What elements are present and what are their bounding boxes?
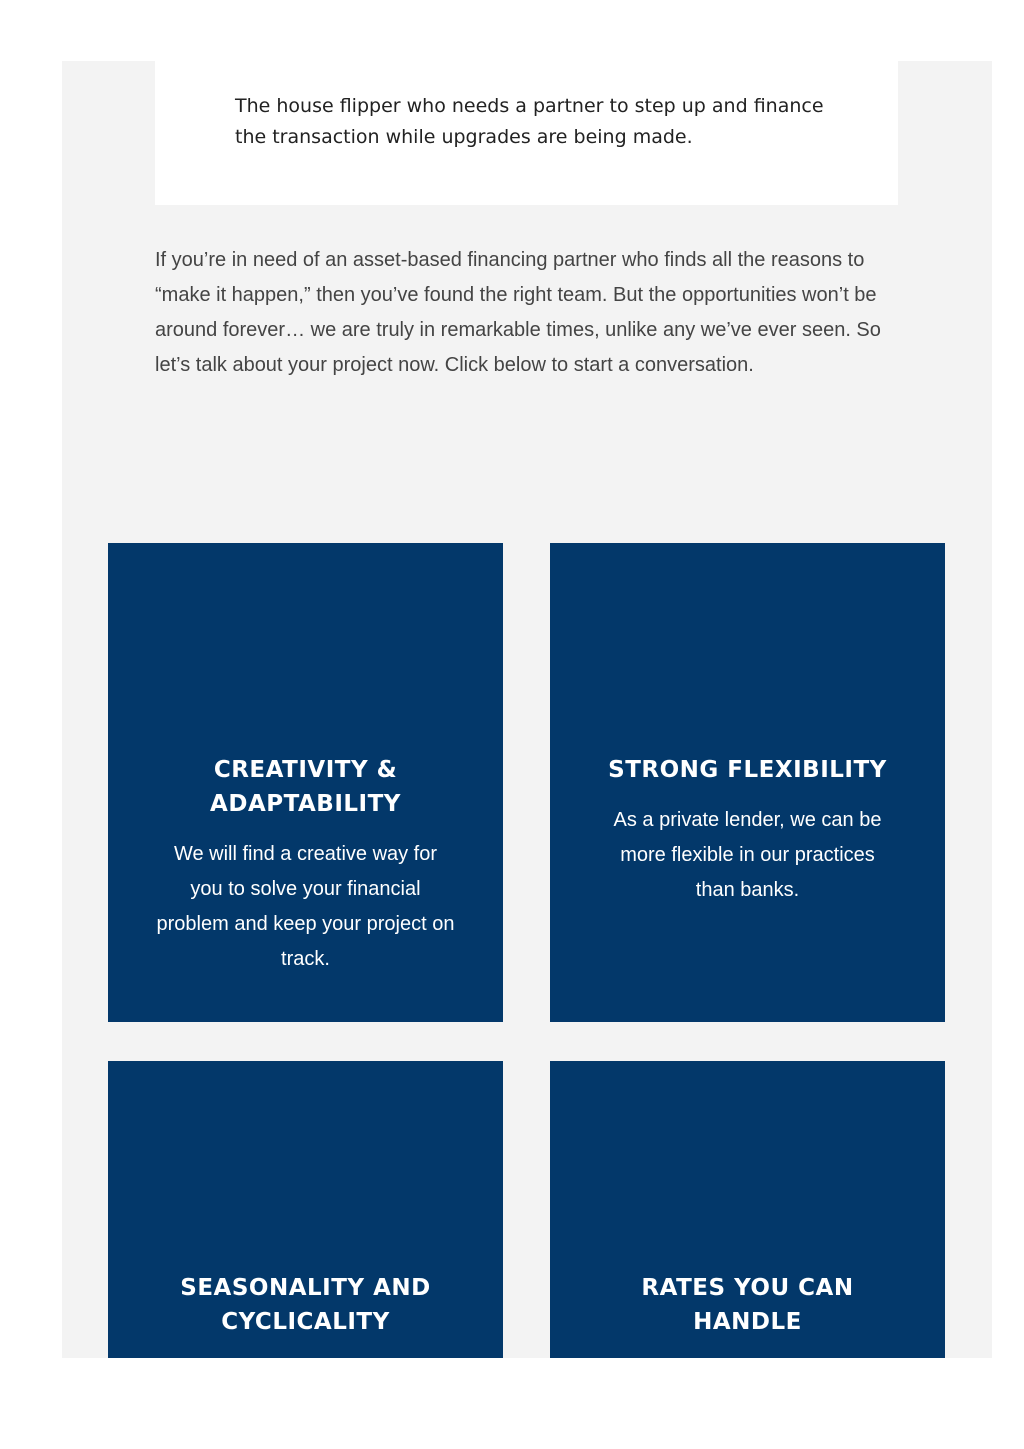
content-panel [62,61,992,1358]
quote-text: The house flipper who needs a partner to step up and finance the transaction while upgrades are being made. [235,95,824,148]
card-description: As a private lender, we can be more flexible in our practices than banks. [613,809,882,901]
feature-card-seasonality [108,1061,503,1358]
feature-card-creativity [108,543,503,1022]
intro-paragraph: If you’re in need of an asset-based financing partner who finds all the reasons to “make it happen,” then you’ve found the right team. But the opportunities won’t be around forever… we are truly in remarkable times, unlike any we’ve ever seen. So let’s talk about your project now. Click below to start a conversation. [155,249,881,376]
card-title: SEASONALITY AND CYCLICALITY [180,1275,431,1335]
card-title: STRONG FLEXIBILITY [608,757,887,783]
card-title: RATES YOU CAN HANDLE [641,1275,854,1335]
feature-card-rates [550,1061,945,1358]
card-description: We will find a creative way for you to solve your financial problem and keep your project on track. [156,843,455,970]
quote-box [155,61,898,205]
card-title: CREATIVITY & ADAPTABILITY [210,757,401,817]
feature-card-flexibility [550,543,945,1022]
